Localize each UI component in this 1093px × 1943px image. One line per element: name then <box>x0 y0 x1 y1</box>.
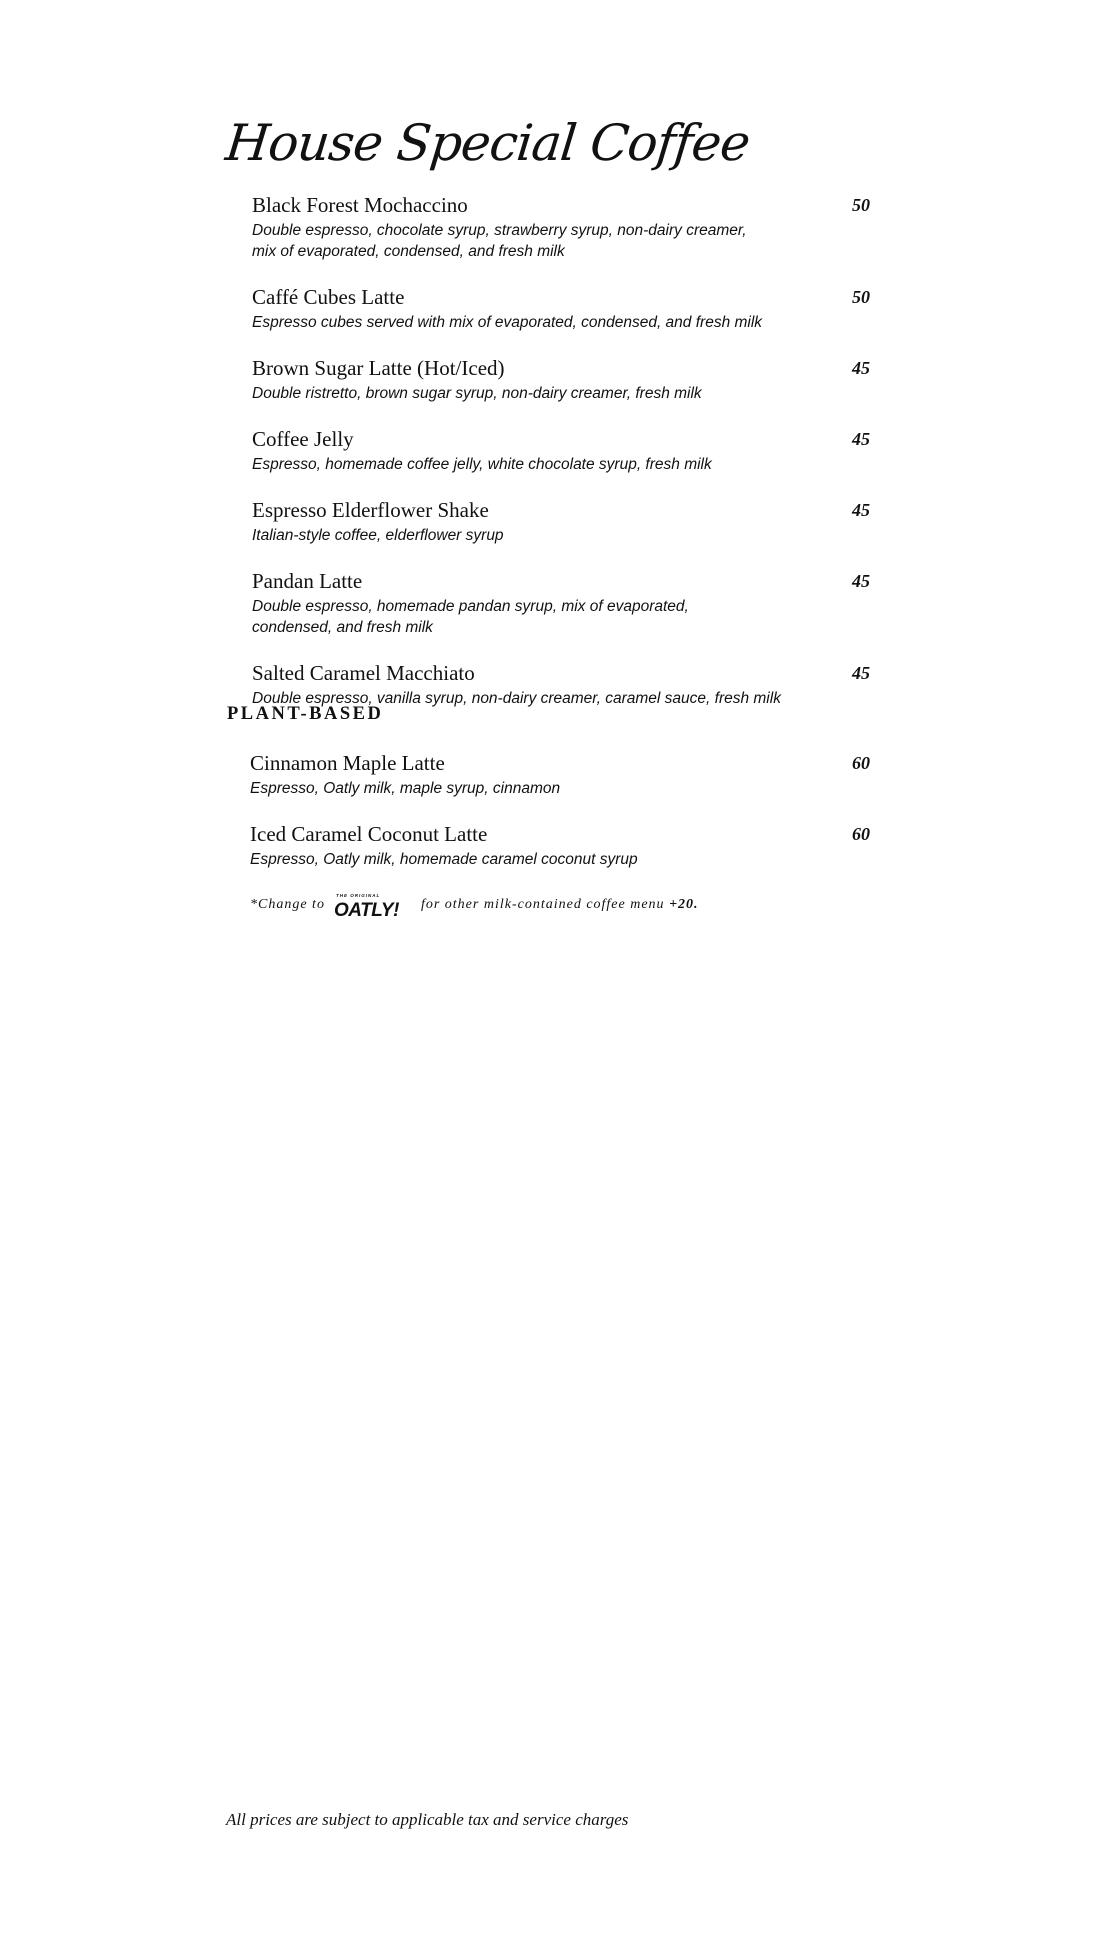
oatly-logo-text: OATLY! <box>333 900 399 918</box>
item-name: Espresso Elderflower Shake <box>252 498 489 522</box>
item-price: 50 <box>852 195 870 215</box>
item-name: Salted Caramel Macchiato <box>252 661 475 685</box>
menu-item <box>252 424 872 475</box>
footer-note: All prices are subject to applicable tax and service charges <box>226 1810 629 1829</box>
menu-item <box>252 190 872 262</box>
item-price: 45 <box>852 358 870 378</box>
page-title: House Special Coffee <box>222 114 753 172</box>
menu-item <box>252 353 872 404</box>
menu-item <box>252 282 872 333</box>
item-name: Cinnamon Maple Latte <box>250 751 445 775</box>
item-price: 45 <box>852 571 870 591</box>
item-price: 45 <box>852 429 870 449</box>
menu-item <box>250 819 872 870</box>
item-description-line: Double espresso, vanilla syrup, non-dairy creamer, caramel sauce, fresh milk <box>252 690 781 707</box>
item-description-line: Espresso, Oatly milk, maple syrup, cinnamon <box>250 780 561 797</box>
oatly-logo <box>333 892 409 918</box>
item-price: 50 <box>852 287 870 307</box>
item-price: 45 <box>852 500 870 520</box>
item-description-line: mix of evaporated, condensed, and fresh milk <box>252 243 565 260</box>
item-description-line: Double ristretto, brown sugar syrup, non-dairy creamer, fresh milk <box>252 385 702 402</box>
menu-item <box>250 748 872 799</box>
item-name: Coffee Jelly <box>252 427 354 451</box>
oatly-note-prefix: *Change to <box>250 897 325 912</box>
item-description-line: Espresso, Oatly milk, homemade caramel coconut syrup <box>250 851 638 868</box>
item-price: 60 <box>852 753 870 773</box>
item-name: Black Forest Mochaccino <box>252 193 468 217</box>
item-description-line: Espresso, homemade coffee jelly, white chocolate syrup, fresh milk <box>252 456 712 473</box>
oatly-change-note <box>250 892 699 918</box>
item-description-line: Double espresso, homemade pandan syrup, mix of evaporated, <box>252 598 689 615</box>
item-price: 60 <box>852 824 870 844</box>
menu-item <box>252 658 872 709</box>
item-description-line: Espresso cubes served with mix of evaporated, condensed, and fresh milk <box>252 314 763 331</box>
item-description-line: condensed, and fresh milk <box>252 619 433 636</box>
item-description-line: Double espresso, chocolate syrup, strawberry syrup, non-dairy creamer, <box>252 222 747 239</box>
item-name: Brown Sugar Latte (Hot/Iced) <box>252 356 505 380</box>
menu-item <box>252 495 872 546</box>
section-heading-plant-based: PLANT-BASED <box>227 704 384 724</box>
house-special-menu-list <box>252 190 872 729</box>
oatly-note-suffix: for other milk-contained coffee menu <box>420 897 665 912</box>
item-description-line: Italian-style coffee, elderflower syrup <box>252 527 504 544</box>
item-name: Pandan Latte <box>252 569 363 593</box>
plant-based-menu-list <box>250 748 872 890</box>
menu-item <box>252 566 872 638</box>
oatly-note-price-add: +20. <box>669 897 699 912</box>
item-name: Iced Caramel Coconut Latte <box>250 822 488 846</box>
oatly-logo-small-text: THE ORIGINAL <box>335 893 381 898</box>
item-price: 45 <box>852 663 870 683</box>
item-name: Caffé Cubes Latte <box>252 285 405 309</box>
